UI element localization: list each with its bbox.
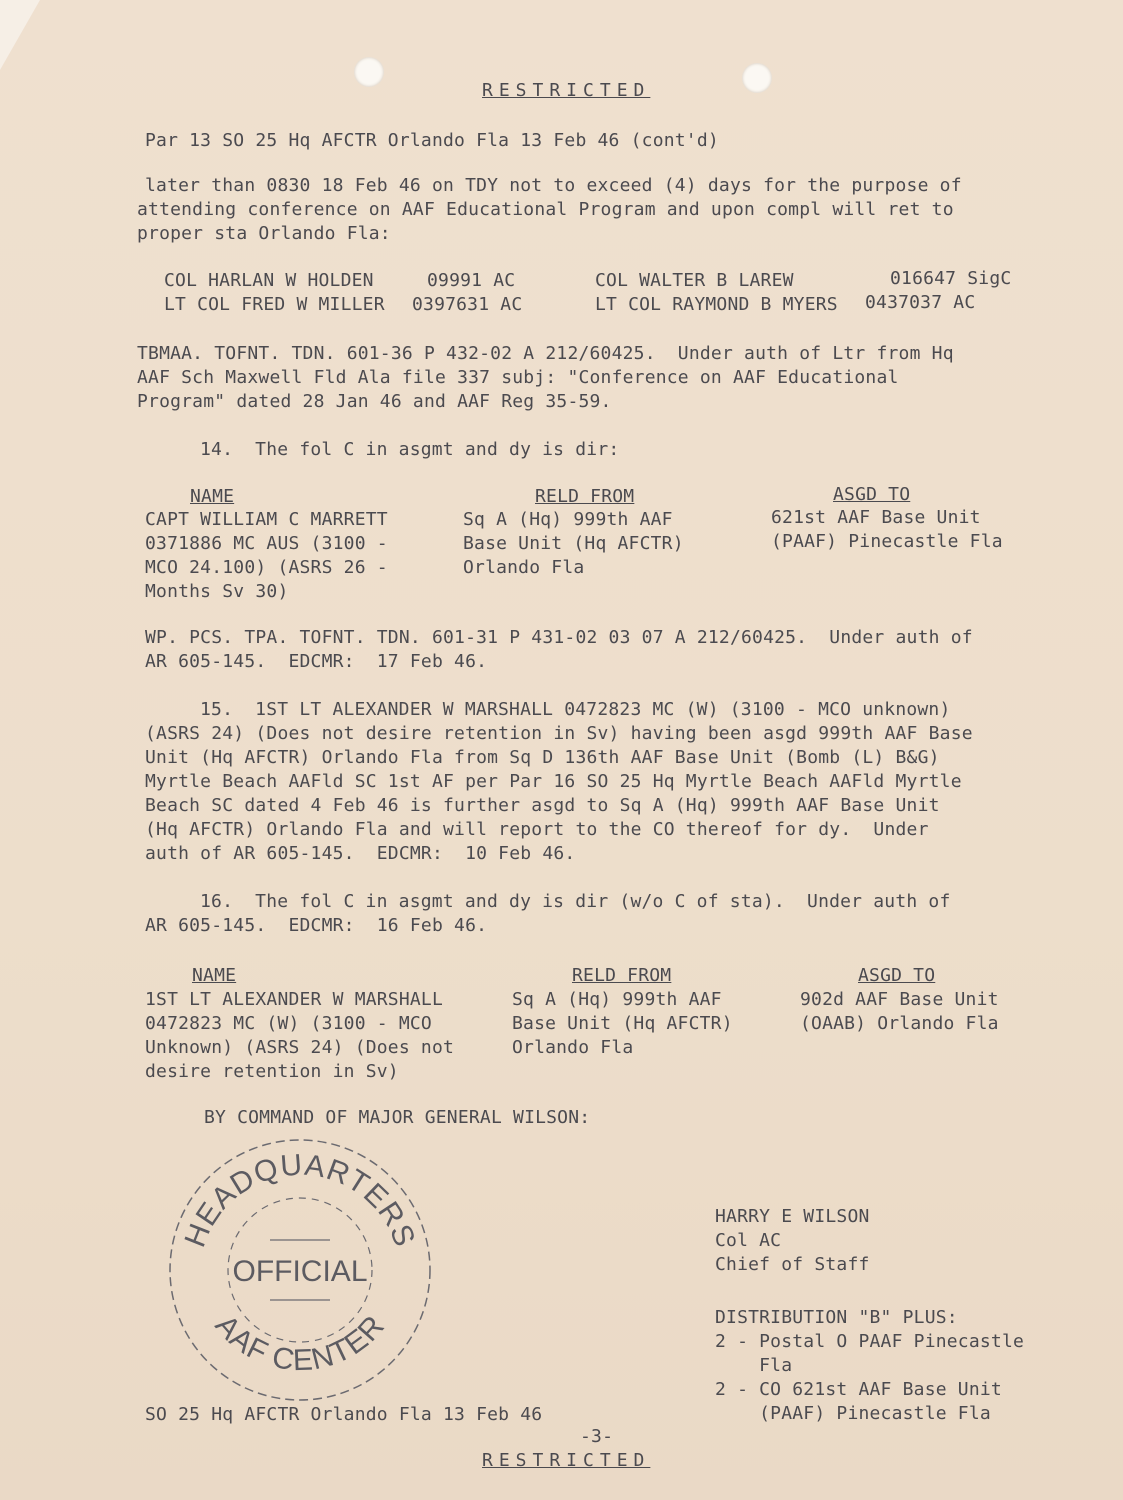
punch-hole-left <box>354 57 384 87</box>
para14-name: 0371886 MC AUS (3100 - <box>145 533 388 554</box>
para16-name: 1ST LT ALEXANDER W MARSHALL <box>145 989 443 1010</box>
stamp-center-text: OFFICIAL <box>232 1255 368 1288</box>
officer-name: LT COL RAYMOND B MYERS <box>595 294 838 315</box>
para14-name: MCO 24.100) (ASRS 26 - <box>145 557 388 578</box>
para15-line: 15. 1ST LT ALEXANDER W MARSHALL 0472823 MC (W) (3100 - MCO unknown) <box>200 699 951 720</box>
para16-name: desire retention in Sv) <box>145 1061 399 1082</box>
para16-from: Orlando Fla <box>512 1037 634 1058</box>
para14-from: Base Unit (Hq AFCTR) <box>463 533 684 554</box>
para14-name: Months Sv 30) <box>145 581 289 602</box>
para14-to: 621st AAF Base Unit <box>771 507 981 528</box>
officer-serial: 0437037 AC <box>865 292 976 313</box>
para16-to: 902d AAF Base Unit <box>800 989 999 1010</box>
para16-name: 0472823 MC (W) (3100 - MCO <box>145 1013 432 1034</box>
auth13-line: Program" dated 28 Jan 46 and AAF Reg 35-59. <box>137 391 612 412</box>
col-to-header: ASGD TO <box>833 484 911 505</box>
signature-title: Chief of Staff <box>715 1254 870 1275</box>
para16-from: Sq A (Hq) 999th AAF <box>512 989 722 1010</box>
col-name-header: NAME <box>190 486 235 507</box>
para15-line: Unit (Hq AFCTR) Orlando Fla from Sq D 136th AAF Base Unit (Bomb (L) B&G) <box>145 747 940 768</box>
distribution-line: 2 - CO 621st AAF Base Unit <box>715 1379 1002 1400</box>
footer-restricted: RESTRICTED <box>482 1450 651 1471</box>
para14-from: Orlando Fla <box>463 557 585 578</box>
para14-intro: 14. The fol C in asgmt and dy is dir: <box>200 439 620 460</box>
auth13-line: AAF Sch Maxwell Fld Ala file 337 subj: "Conference on AAF Educational <box>137 367 899 388</box>
para13-line: later than 0830 18 Feb 46 on TDY not to exceed (4) days for the purpose of <box>145 175 962 196</box>
para13-line: proper sta Orlando Fla: <box>137 223 391 244</box>
auth13-line: TBMAA. TOFNT. TDN. 601-36 P 432-02 A 212/60425. Under auth of Ltr from Hq <box>137 343 954 364</box>
officer-name: COL WALTER B LAREW <box>595 270 794 291</box>
para15-line: (Hq AFCTR) Orlando Fla and will report to the CO thereof for dy. Under <box>145 819 929 840</box>
officer-serial: 0397631 AC <box>412 294 523 315</box>
col-to-header: ASGD TO <box>858 965 936 986</box>
stamp-bottom-text: AAF CENTER <box>208 1308 392 1378</box>
col-from-header: RELD FROM <box>572 965 672 986</box>
para16-intro: AR 605-145. EDCMR: 16 Feb 46. <box>145 915 488 936</box>
para14-auth: AR 605-145. EDCMR: 17 Feb 46. <box>145 651 488 672</box>
para14-from: Sq A (Hq) 999th AAF <box>463 509 673 530</box>
officer-serial: 09991 AC <box>427 270 516 291</box>
col-name-header: NAME <box>192 965 237 986</box>
so-footer: SO 25 Hq AFCTR Orlando Fla 13 Feb 46 <box>145 1404 543 1425</box>
distribution-line: DISTRIBUTION "B" PLUS: <box>715 1307 958 1328</box>
par-heading: Par 13 SO 25 Hq AFCTR Orlando Fla 13 Feb 46 (cont'd) <box>145 130 719 151</box>
para15-line: (ASRS 24) (Does not desire retention in Sv) having been asgd 999th AAF Base <box>145 723 973 744</box>
stamp-top-text: HEADQUARTERS <box>178 1148 422 1252</box>
svg-text:HEADQUARTERS <box>179 1149 422 1252</box>
header-restricted: RESTRICTED <box>482 80 651 101</box>
by-command: BY COMMAND OF MAJOR GENERAL WILSON: <box>204 1107 591 1128</box>
signature-name: HARRY E WILSON <box>715 1206 870 1227</box>
svg-text:AAF CENTER <box>209 1309 392 1377</box>
para16-from: Base Unit (Hq AFCTR) <box>512 1013 733 1034</box>
para14-to: (PAAF) Pinecastle Fla <box>771 531 1003 552</box>
officer-serial: 016647 SigC <box>890 268 1012 289</box>
official-stamp <box>165 1135 435 1405</box>
distribution-line: (PAAF) Pinecastle Fla <box>715 1403 991 1424</box>
para16-name: Unknown) (ASRS 24) (Does not <box>145 1037 455 1058</box>
para16-intro: 16. The fol C in asgmt and dy is dir (w/o C of sta). Under auth of <box>200 891 951 912</box>
para13-line: attending conference on AAF Educational Program and upon compl will ret to <box>137 199 954 220</box>
para16-to: (OAAB) Orlando Fla <box>800 1013 999 1034</box>
para14-auth: WP. PCS. TPA. TOFNT. TDN. 601-31 P 431-02 03 07 A 212/60425. Under auth of <box>145 627 973 648</box>
signature-rank: Col AC <box>715 1230 782 1251</box>
para15-line: auth of AR 605-145. EDCMR: 10 Feb 46. <box>145 843 576 864</box>
officer-name: LT COL FRED W MILLER <box>164 294 385 315</box>
folded-corner <box>0 0 40 70</box>
distribution-line: Fla <box>715 1355 793 1376</box>
para15-line: Beach SC dated 4 Feb 46 is further asgd to Sq A (Hq) 999th AAF Base Unit <box>145 795 940 816</box>
para15-line: Myrtle Beach AAFld SC 1st AF per Par 16 SO 25 Hq Myrtle Beach AAFld Myrtle <box>145 771 962 792</box>
page-number: -3- <box>580 1426 614 1447</box>
punch-hole-right <box>742 63 772 93</box>
para14-name: CAPT WILLIAM C MARRETT <box>145 509 388 530</box>
col-from-header: RELD FROM <box>535 486 635 507</box>
distribution-line: 2 - Postal O PAAF Pinecastle <box>715 1331 1025 1352</box>
officer-name: COL HARLAN W HOLDEN <box>164 270 374 291</box>
